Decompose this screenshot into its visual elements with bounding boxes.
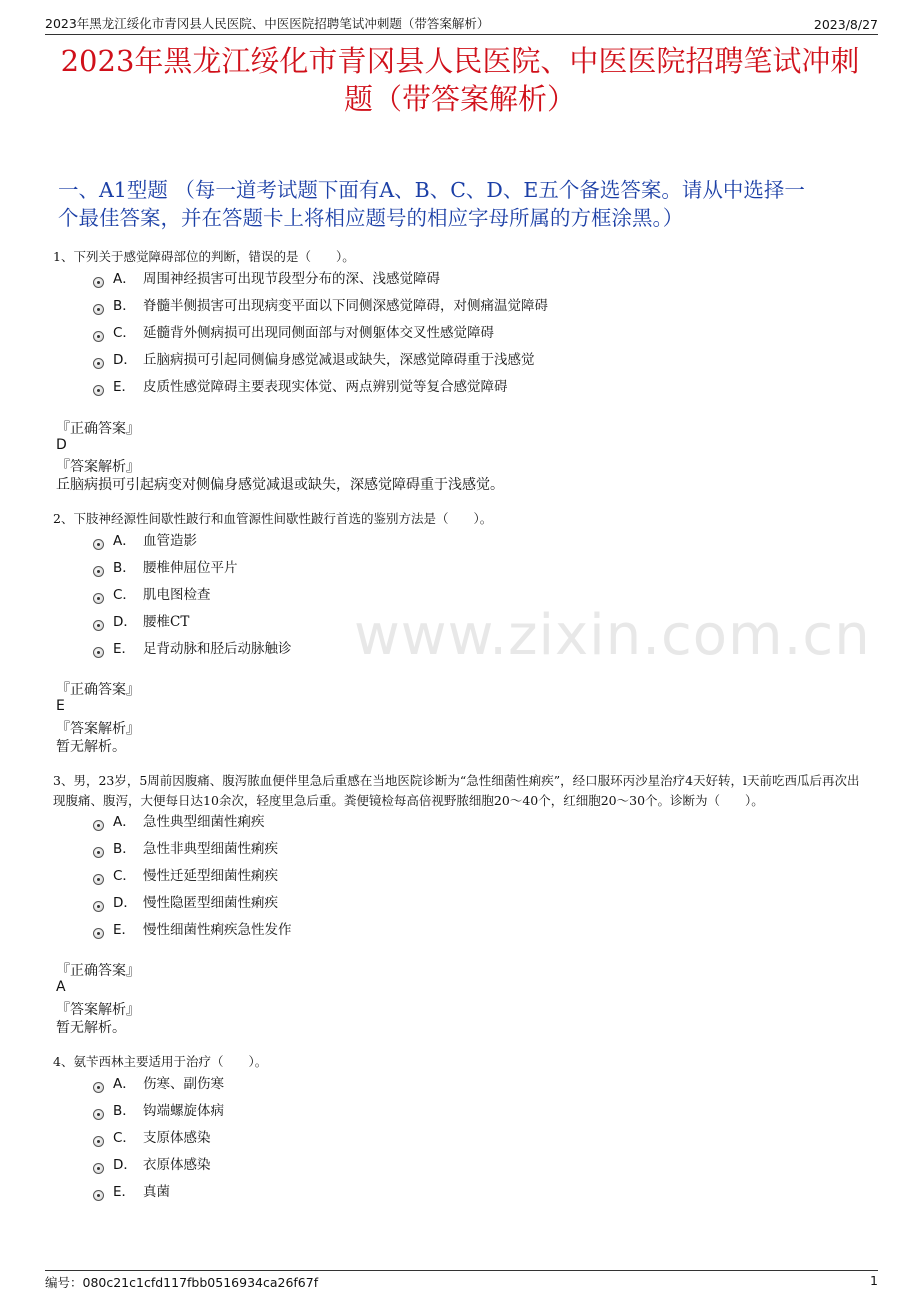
correct-answer: A: [56, 979, 66, 995]
option-b[interactable]: B． 脊髓半侧损害可出现病变平面以下同侧深感觉障碍，对侧痛温觉障碍: [93, 297, 548, 315]
option-c[interactable]: C． 慢性迁延型细菌性痢疾: [93, 867, 278, 885]
header-date: 2023/8/27: [813, 17, 878, 32]
option-e[interactable]: E． 真菌: [93, 1183, 170, 1201]
radio-icon[interactable]: [93, 539, 104, 550]
question-stem: 2、下肢神经源性间歇性跛行和血管源性间歇性跛行首选的鉴别方法是（ ）。: [53, 511, 493, 526]
radio-icon[interactable]: [93, 874, 104, 885]
title-line-2: 题（带答案解析）: [343, 82, 576, 116]
analysis-text: 丘脑病损可引起病变对侧偏身感觉减退或缺失，深感觉障碍重于浅感觉。: [56, 477, 504, 493]
option-e[interactable]: E． 慢性细菌性痢疾急性发作: [93, 921, 292, 939]
document-id: 编号：080c21c1cfd117fbb0516934ca26f67f: [45, 1275, 319, 1290]
option-a[interactable]: A． 伤寒、副伤寒: [93, 1075, 224, 1093]
analysis-label: 『答案解析』: [56, 459, 140, 475]
analysis-text: 暂无解析。: [56, 739, 126, 755]
page-header: [45, 10, 878, 35]
header-doc-title: 2023年黑龙江绥化市青冈县人民医院、中医医院招聘笔试冲刺题（带答案解析）: [45, 16, 490, 31]
option-a[interactable]: A． 血管造影: [93, 532, 197, 550]
option-c[interactable]: C． 支原体感染: [93, 1129, 211, 1147]
title-line-1: 2023年黑龙江绥化市青冈县人民医院、中医医院招聘笔试冲刺: [60, 44, 860, 78]
option-b[interactable]: B． 急性非典型细菌性痢疾: [93, 840, 278, 858]
correct-answer: D: [56, 437, 67, 453]
option-d[interactable]: D． 腰椎CT: [93, 613, 189, 631]
option-b[interactable]: B． 腰椎伸屈位平片: [93, 559, 238, 577]
radio-icon[interactable]: [93, 647, 104, 658]
page-number: 1: [870, 1273, 878, 1288]
radio-icon[interactable]: [93, 304, 104, 315]
question-stem: 1、下列关于感觉障碍部位的判断，错误的是（ ）。: [53, 249, 355, 264]
radio-icon[interactable]: [93, 358, 104, 369]
section-line-2: 个最佳答案，并在答题卡上将相应题号的相应字母所属的方框涂黑。）: [58, 206, 684, 230]
analysis-label: 『答案解析』: [56, 721, 140, 737]
option-c[interactable]: C． 延髓背外侧病损可出现同侧面部与对侧躯体交叉性感觉障碍: [93, 324, 494, 342]
question-stem: 3、男，23岁，5周前因腹痛、腹泻脓血便伴里急后重感在当地医院诊断为“急性细菌性痢疾”，经口服环丙沙星治疗4天好转，l天前吃西瓜后再次出现腹痛、腹泻，大便每日达10余次，轻度里急后重。粪便镜检每高倍视野脓细胞20～40个，红细胞20～30个。诊断为（ ）。: [53, 773, 860, 808]
correct-answer-label: 『正确答案』: [56, 963, 140, 979]
radio-icon[interactable]: [93, 331, 104, 342]
option-d[interactable]: D． 衣原体感染: [93, 1156, 211, 1174]
radio-icon[interactable]: [93, 385, 104, 396]
analysis-label: 『答案解析』: [56, 1002, 140, 1018]
radio-icon[interactable]: [93, 928, 104, 939]
radio-icon[interactable]: [93, 820, 104, 831]
option-b[interactable]: B． 钩端螺旋体病: [93, 1102, 224, 1120]
option-d[interactable]: D． 慢性隐匿型细菌性痢疾: [93, 894, 278, 912]
radio-icon[interactable]: [93, 620, 104, 631]
correct-answer-label: 『正确答案』: [56, 682, 140, 698]
watermark: www.zixin.com.cn: [354, 603, 871, 668]
radio-icon[interactable]: [93, 593, 104, 604]
section-heading: [58, 176, 870, 232]
radio-icon[interactable]: [93, 901, 104, 912]
option-e[interactable]: E． 皮质性感觉障碍主要表现实体觉、两点辨别觉等复合感觉障碍: [93, 378, 508, 396]
correct-answer-label: 『正确答案』: [56, 421, 140, 437]
radio-icon[interactable]: [93, 277, 104, 288]
section-line-1: 一、A1型题 （每一道考试题下面有A、B、C、D、E五个备选答案。请从中选择一: [58, 178, 805, 202]
page-title: [40, 42, 880, 118]
option-a[interactable]: A． 急性典型细菌性痢疾: [93, 813, 265, 831]
radio-icon[interactable]: [93, 1109, 104, 1120]
radio-icon[interactable]: [93, 566, 104, 577]
radio-icon[interactable]: [93, 847, 104, 858]
option-e[interactable]: E． 足背动脉和胫后动脉触诊: [93, 640, 292, 658]
option-a[interactable]: A． 周围神经损害可出现节段型分布的深、浅感觉障碍: [93, 270, 440, 288]
option-c[interactable]: C． 肌电图检查: [93, 586, 211, 604]
page-footer: [45, 1270, 878, 1291]
correct-answer: E: [56, 698, 65, 714]
radio-icon[interactable]: [93, 1136, 104, 1147]
analysis-text: 暂无解析。: [56, 1020, 126, 1036]
radio-icon[interactable]: [93, 1190, 104, 1201]
option-d[interactable]: D． 丘脑病损可引起同侧偏身感觉减退或缺失，深感觉障碍重于浅感觉: [93, 351, 535, 369]
question-stem: 4、氨苄西林主要适用于治疗（ ）。: [53, 1054, 268, 1069]
radio-icon[interactable]: [93, 1163, 104, 1174]
radio-icon[interactable]: [93, 1082, 104, 1093]
